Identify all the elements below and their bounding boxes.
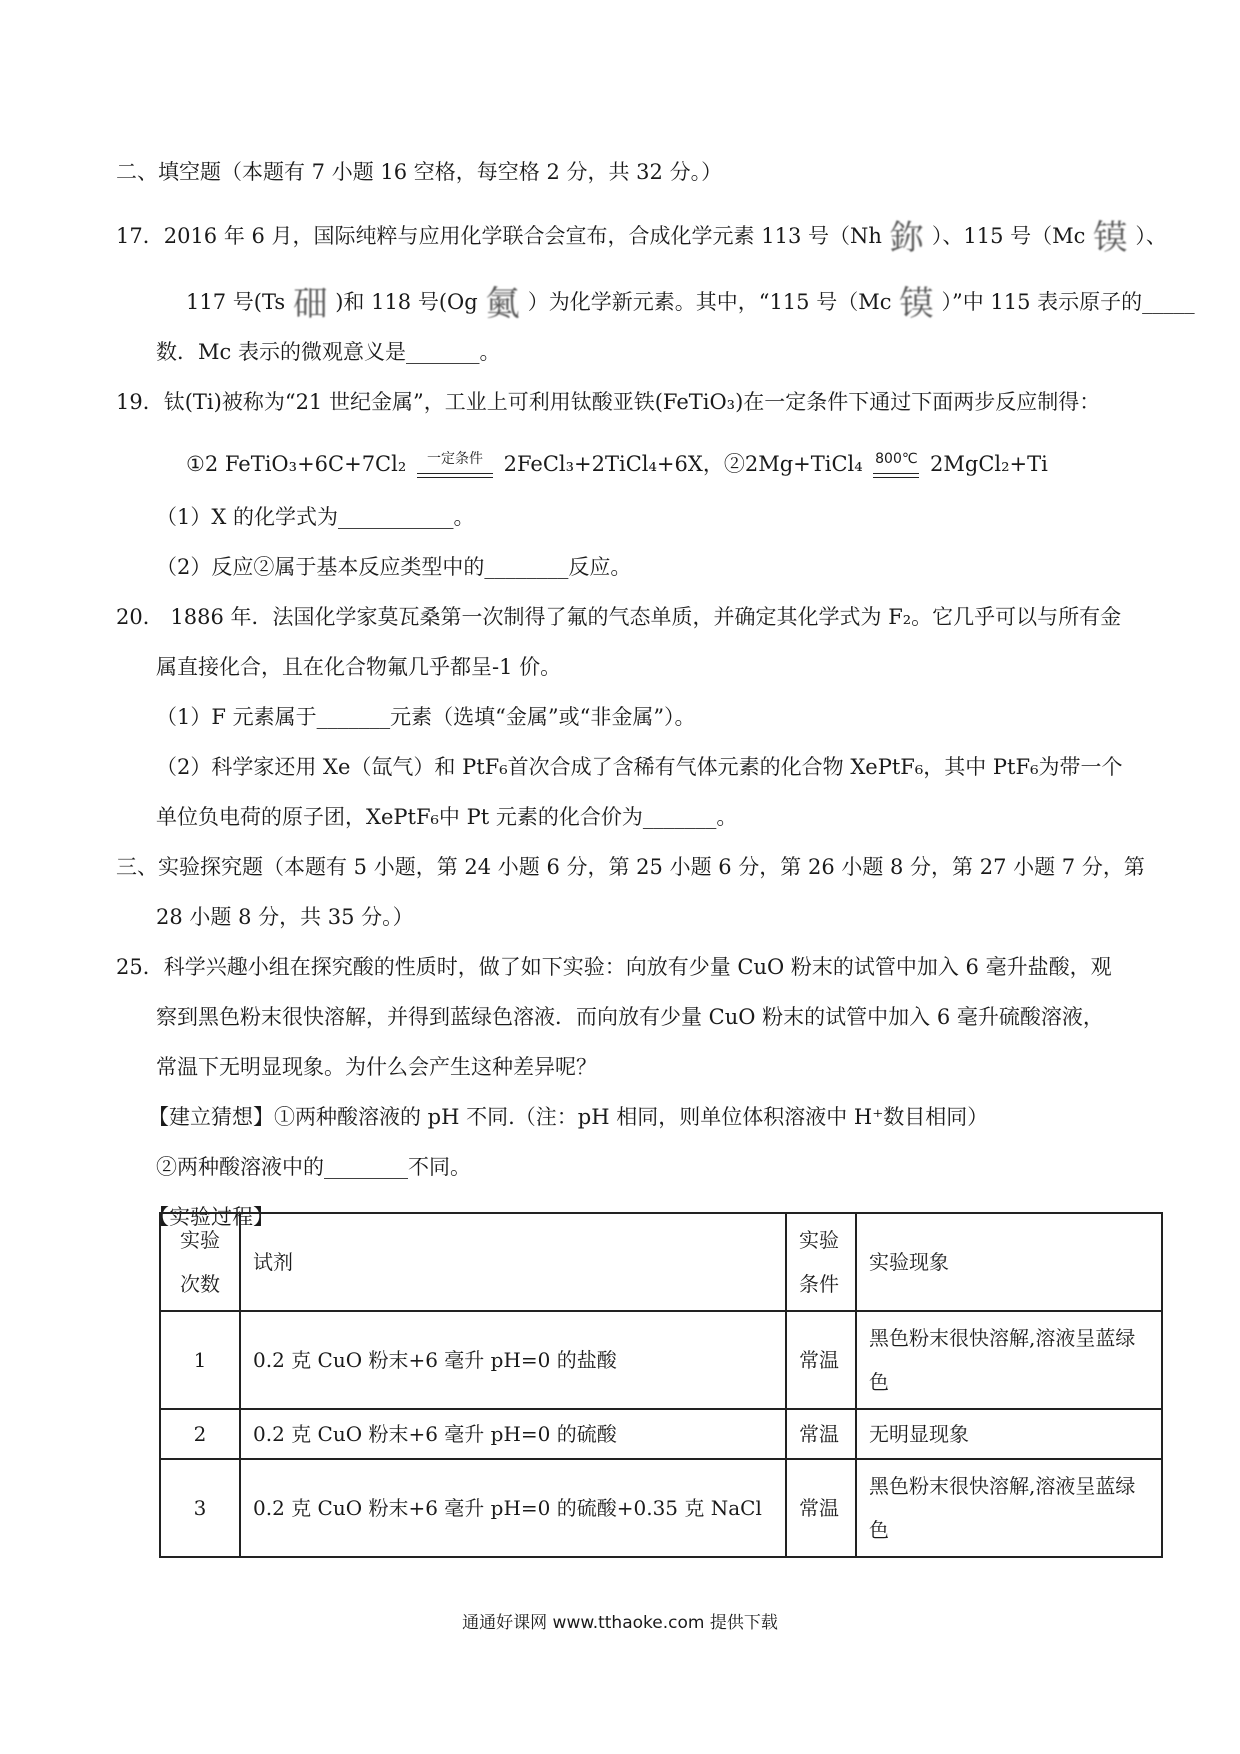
row-2-reagent: 0.2 克 CuO 粉末+6 毫升 pH=0 的硫酸 [240, 1409, 786, 1459]
q20-line-2: 属直接化合，且在化合物氟几乎都呈-1 价。 [156, 655, 562, 679]
reaction-2-condition: 800℃ [873, 465, 919, 478]
q25-hypothesis-2: ②两种酸溶液中的________不同。 [156, 1155, 471, 1179]
q17-line-1: 17．2016 年 6 月，国际纯粹与应用化学联合会宣布，合成化学元素 113 号（Nh 鉨 ）、115 号（Mc 镆 ）、 [116, 218, 1167, 258]
section-2-heading: 二、填空题（本题有 7 小题 16 空格，每空格 2 分，共 32 分。） [116, 160, 723, 184]
table-row [160, 1311, 1162, 1409]
q25-line-3: 常温下无明显现象。为什么会产生这种差异呢？ [156, 1055, 597, 1079]
row-1-number: 1 [160, 1311, 240, 1409]
row-3-reagent: 0.2 克 CuO 粉末+6 毫升 pH=0 的硫酸+0.35 克 NaCl [240, 1459, 786, 1557]
reaction-1-reactants: ①2 FeTiO₃+6C+7Cl₂ [186, 452, 407, 476]
q25-hypothesis-1: 【建立猜想】①两种酸溶液的 pH 不同.（注：pH 相同，则单位体积溶液中 H⁺数目相同） [148, 1105, 989, 1129]
row-3-observation: 黑色粉末很快溶解,溶液呈蓝绿色 [856, 1459, 1162, 1557]
reaction-1-products: 2FeCl₃+2TiCl₄+6X，②2Mg+TiCl₄ [503, 452, 863, 476]
element-ts-glyph: 鿬 [293, 284, 328, 324]
row-2-number: 2 [160, 1409, 240, 1459]
q19-sub-2: （2）反应②属于基本反应类型中的________反应。 [156, 555, 632, 579]
element-mc-glyph-2: 镆 [899, 284, 934, 324]
section-3-heading-line-1: 三、实验探究题（本题有 5 小题，第 24 小题 6 分，第 25 小题 6 分，第 26 小题 8 分，第 27 小题 7 分，第 [116, 855, 1145, 879]
q25-line-2: 察到黑色粉末很快溶解，并得到蓝绿色溶液．而向放有少量 CuO 粉末的试管中加入 6 毫升硫酸溶液， [156, 1005, 1104, 1029]
row-2-observation: 无明显现象 [856, 1409, 1162, 1459]
q19-sub-1: （1）X 的化学式为___________。 [156, 505, 475, 529]
page-footer: 通通好课网 www.tthaoke.com 提供下载 [462, 1613, 778, 1633]
q25-line-1: 25．科学兴趣小组在探究酸的性质时，做了如下实验：向放有少量 CuO 粉末的试管中加入 6 毫升盐酸，观 [116, 955, 1112, 979]
q20-line-1: 20． 1886 年．法国化学家莫瓦桑第一次制得了氟的气态单质，并确定其化学式为 F₂。它几乎可以与所有金 [116, 605, 1122, 629]
row-1-reagent: 0.2 克 CuO 粉末+6 毫升 pH=0 的盐酸 [240, 1311, 786, 1409]
header-condition: 实验条件 [786, 1213, 856, 1311]
experiment-table [159, 1212, 1163, 1558]
q19-reactions [186, 450, 1048, 478]
element-og-glyph: 鿫 [485, 284, 520, 324]
reaction-1-condition: 一定条件 [417, 465, 493, 478]
q17-line-2: 117 号(Ts 鿬 )和 118 号(Og 鿫 ）为化学新元素。其中，“115 号（Mc 镆 ）”中 115 表示原子的_____ [186, 284, 1195, 324]
header-reagent: 试剂 [240, 1213, 786, 1311]
row-3-number: 3 [160, 1459, 240, 1557]
q17-line-3: 数．Mc 表示的微观意义是_______。 [156, 340, 501, 364]
element-mc-glyph: 镆 [1093, 218, 1128, 258]
row-2-condition: 常温 [786, 1409, 856, 1459]
q20-sub-2a: （2）科学家还用 Xe（氙气）和 PtF₆首次合成了含稀有气体元素的化合物 XePtF₆，其中 PtF₆为带一个 [156, 755, 1123, 779]
q19-line-1: 19．钛(Ti)被称为“21 世纪金属”，工业上可利用钛酸亚铁(FeTiO₃)在一定条件下通过下面两步反应制得： [116, 390, 1101, 414]
table-header-row [160, 1213, 1162, 1311]
section-3-heading-line-2: 28 小题 8 分，共 35 分。） [156, 905, 414, 929]
row-3-condition: 常温 [786, 1459, 856, 1557]
q20-sub-2b: 单位负电荷的原子团，XePtF₆中 Pt 元素的化合价为_______。 [156, 805, 738, 829]
table-row [160, 1459, 1162, 1557]
header-observation: 实验现象 [856, 1213, 1162, 1311]
table-row [160, 1409, 1162, 1459]
element-nh-glyph: 鉨 [889, 218, 924, 258]
row-1-observation: 黑色粉末很快溶解,溶液呈蓝绿色 [856, 1311, 1162, 1409]
row-1-condition: 常温 [786, 1311, 856, 1409]
q25-procedure-heading: 【实验过程】 [148, 1205, 274, 1229]
q20-sub-1: （1）F 元素属于_______元素（选填“金属”或“非金属”）。 [156, 705, 696, 729]
reaction-2-products: 2MgCl₂+Ti [930, 452, 1048, 476]
header-trial-number: 实验次数 [160, 1213, 240, 1311]
